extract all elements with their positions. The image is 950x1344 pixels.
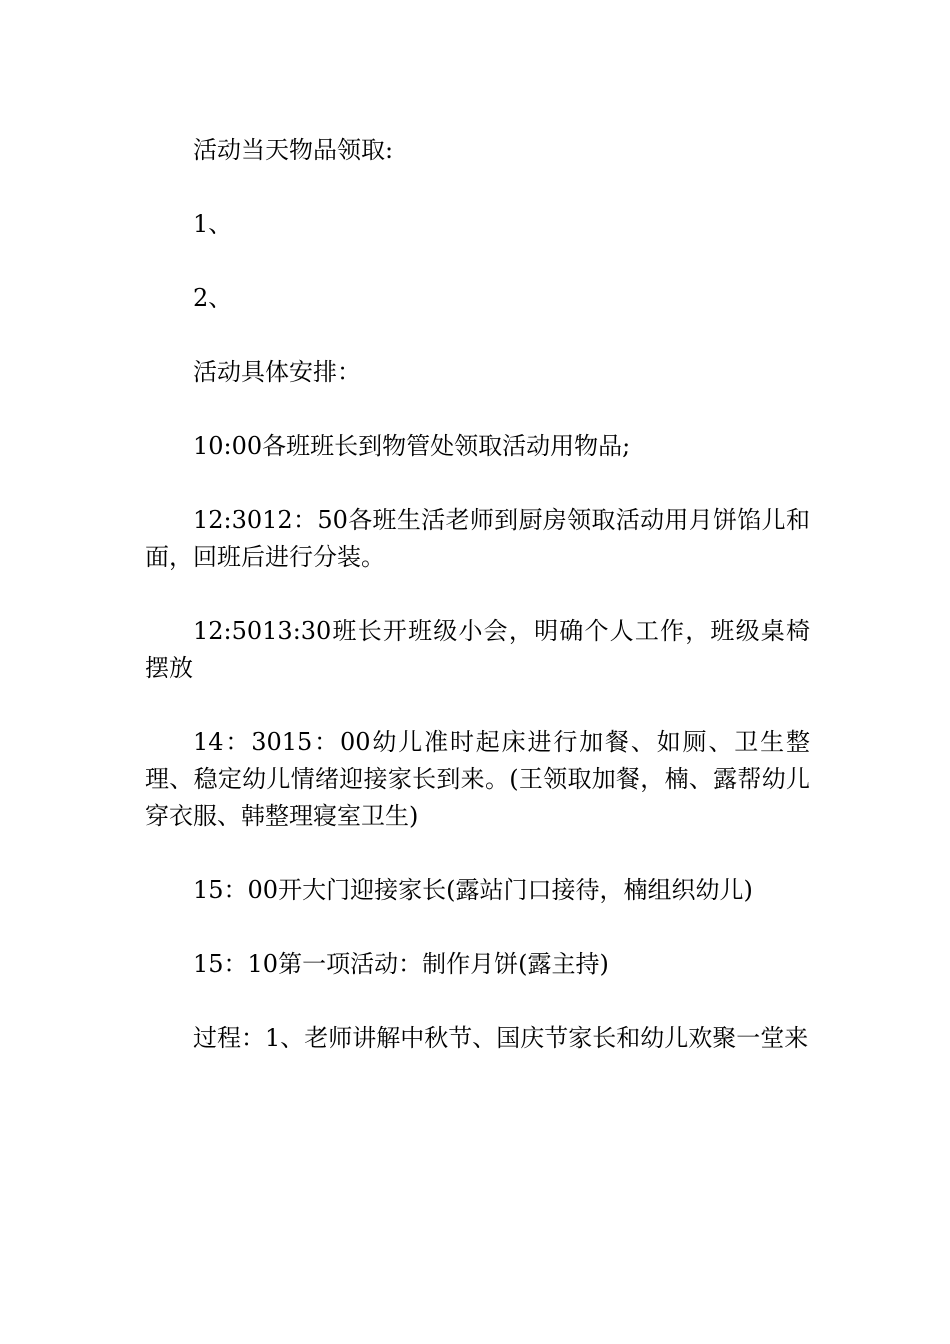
paragraph-schedule-1510: 15：10第一项活动：制作月饼(露主持) [193, 950, 609, 978]
paragraph-schedule-1230: 12:3012：50各班生活老师到厨房领取活动用月饼馅儿和面，回班后进行分装。 [145, 506, 810, 571]
paragraph-schedule-1000: 10:00各班班长到物管处领取活动用物品; [193, 432, 631, 460]
paragraph-schedule-heading: 活动具体安排： [193, 358, 361, 386]
paragraph-schedule-1430: 14：3015：00幼儿准时起床进行加餐、如厕、卫生整理、稳定幼儿情绪迎接家长到来。(王领取加餐，楠、露帮幼儿穿衣服、韩整理寝室卫生) [145, 728, 810, 830]
paragraph-schedule-1500: 15：00开大门迎接家长(露站门口接待，楠组织幼儿) [193, 876, 753, 904]
paragraph-item-1: 1、 [193, 210, 233, 238]
paragraph-process: 过程：1、老师讲解中秋节、国庆节家长和幼儿欢聚一堂来 [193, 1024, 809, 1052]
document-body [145, 132, 810, 1094]
paragraph-items-heading: 活动当天物品领取: [193, 136, 394, 164]
paragraph-item-2: 2、 [193, 284, 233, 312]
paragraph-schedule-1250: 12:5013:30班长开班级小会，明确个人工作，班级桌椅摆放 [145, 617, 810, 682]
